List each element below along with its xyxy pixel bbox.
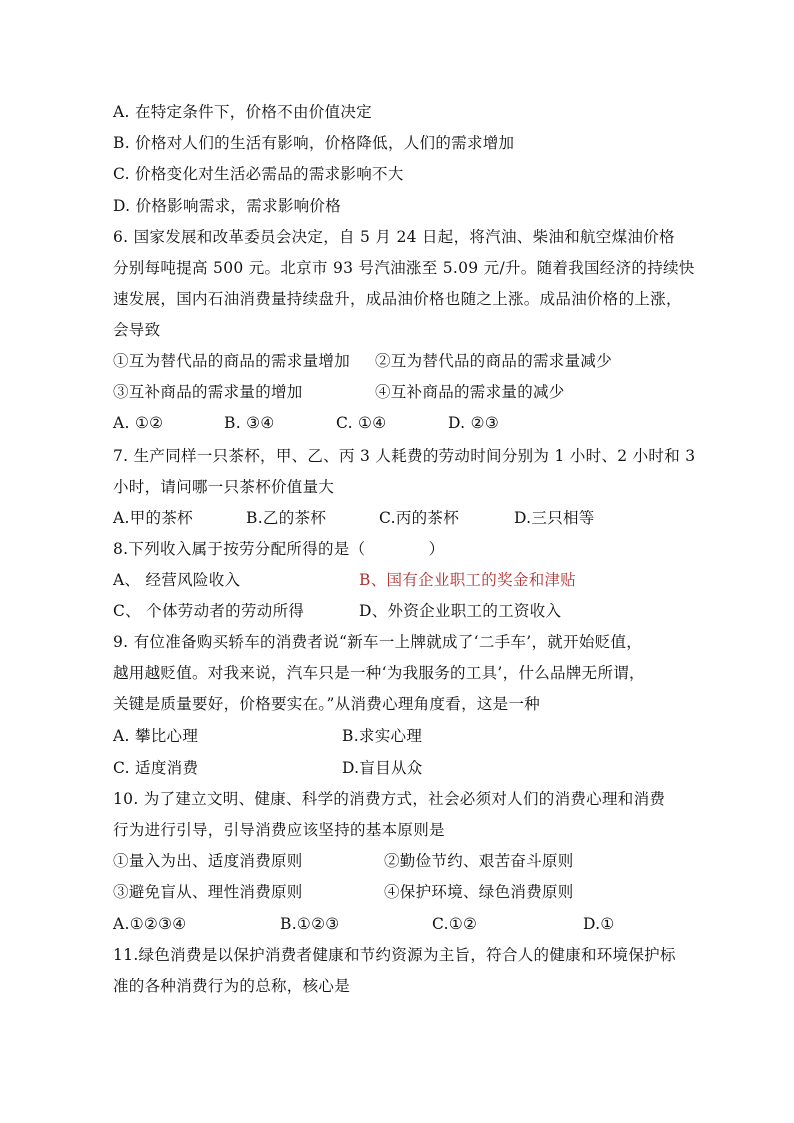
q10-stem-line-2: 行为进行引导，引导消费应该坚持的基本原则是 [113,821,445,839]
q10-option-d: D.① [583,915,615,933]
q6-option-d: D. ②③ [448,414,500,432]
q8-option-d: D、外资企业职工的工资收入 [359,602,562,620]
q10-statement-3: ③避免盲从、理性消费原则 [113,883,303,901]
q7-stem-line-1: 7. 生产同样一只茶杯，甲、乙、丙 3 人耗费的劳动时间分别为 1 小时、2 小时和 3 [113,447,696,465]
q6-option-b: B. ③④ [224,414,275,432]
q10-option-a: A.①②③④ [113,915,187,933]
q10-option-c: C.①② [432,915,478,933]
q10-option-b: B.①②③ [280,915,340,933]
q7-option-c: C.丙的茶杯 [379,509,460,527]
q10-statement-4: ④保护环境、绿色消费原则 [384,883,574,901]
q10-stem-line-1: 10. 为了建立文明、健康、科学的消费方式，社会必须对人们的消费心理和消费 [113,790,666,808]
q10-statement-2: ②勤俭节约、艰苦奋斗原则 [384,852,574,870]
q9-stem-line-3: 关键是质量要好，价格要实在。”从消费心理角度看，这是一种 [113,695,541,713]
q6-option-c: C. ①④ [336,414,387,432]
q6-statement-1: ①互为替代品的商品的需求量增加 [113,352,351,370]
q6-statement-2: ②互为替代品的商品的需求量减少 [375,352,613,370]
q9-stem-line-1: 9. 有位准备购买轿车的消费者说“新车一上牌就成了‘二手车’，就开始贬值， [113,633,643,651]
q6-statement-4: ④互补商品的需求量的减少 [375,383,565,401]
q6-statement-3: ③互补商品的需求量的增加 [113,383,303,401]
q5-option-a: A. 在特定条件下，价格不由价值决定 [113,103,372,121]
q9-option-c: C. 适度消费 [113,759,199,777]
q11-stem-line-2: 准的各种消费行为的总称，核心是 [113,977,351,995]
q6-stem-line-3: 速发展，国内石油消费量持续盘升，成品油价格也随之上涨。成品油价格的上涨， [113,290,682,308]
q8-option-b-highlighted: B、国有企业职工的奖金和津贴 [359,571,577,589]
q5-option-b: B. 价格对人们的生活有影响，价格降低，人们的需求增加 [113,134,515,152]
q9-option-a: A. 攀比心理 [113,727,199,745]
q6-stem-line-2: 分别每吨提高 500 元。北京市 93 号汽油涨至 5.09 元/升。随着我国经济的持续快 [113,259,695,277]
q8-stem: 8.下列收入属于按劳分配所得的是（ ） [113,540,445,558]
q7-option-d: D.三只相等 [514,509,595,527]
q6-stem-line-4: 会导致 [113,321,161,339]
q11-stem-line-1: 11.绿色消费是以保护消费者健康和节约资源为主旨，符合人的健康和环境保护标 [113,946,676,964]
q8-option-a: A、 经营风险收入 [113,571,241,589]
q9-option-d: D.盲目从众 [342,759,423,777]
q7-option-b: B.乙的茶杯 [246,509,327,527]
q7-option-a: A.甲的茶杯 [113,509,193,527]
q6-stem-line-1: 6. 国家发展和改革委员会决定，自 5 月 24 日起，将汽油、柴油和航空煤油价格 [113,228,675,246]
q5-option-c: C. 价格变化对生活必需品的需求影响不大 [113,165,404,183]
q9-stem-line-2: 越用越贬值。对我来说，汽车只是一种‘为我服务的工具’，什么品牌无所谓， [113,664,645,682]
q9-option-b: B.求实心理 [342,727,423,745]
q8-option-c: C、 个体劳动者的劳动所得 [113,602,305,620]
q6-option-a: A. ①② [113,414,164,432]
q5-option-d: D. 价格影响需求，需求影响价格 [113,197,342,215]
q7-stem-line-2: 小时，请问哪一只茶杯价值量大 [113,478,335,496]
q10-statement-1: ①量入为出、适度消费原则 [113,852,303,870]
